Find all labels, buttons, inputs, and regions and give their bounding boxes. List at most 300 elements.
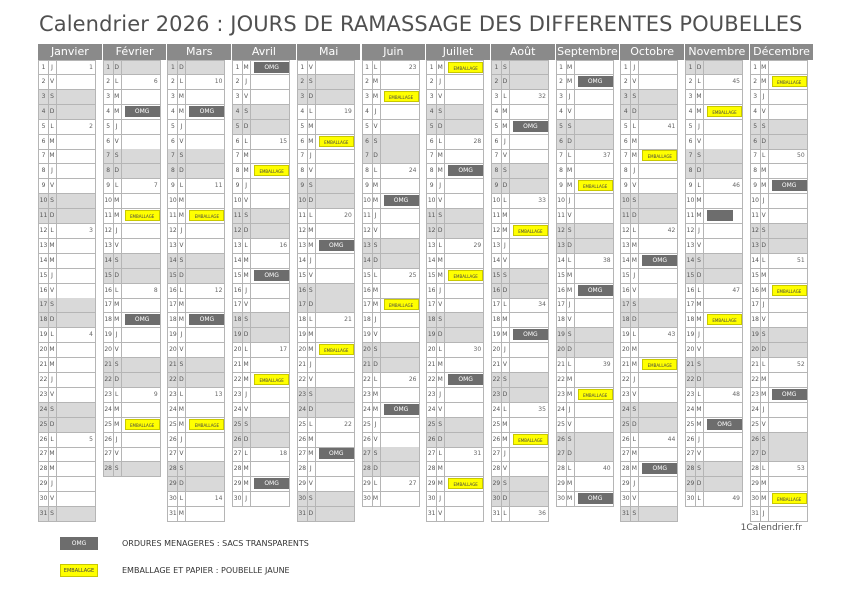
day-row — [103, 373, 161, 388]
day-row — [620, 477, 678, 492]
day-row — [685, 403, 743, 418]
day-number: 20 — [557, 343, 567, 357]
day-number: 17 — [751, 298, 761, 312]
weekday-letter: S — [307, 75, 316, 89]
day-row — [426, 254, 484, 269]
day-row — [426, 418, 484, 433]
weekday-letter: D — [760, 239, 769, 253]
weekday-letter: L — [695, 388, 704, 402]
weekday-letter: V — [48, 179, 57, 193]
day-number: 1 — [168, 61, 178, 75]
day-number: 31 — [751, 507, 761, 521]
weekday-letter: V — [436, 194, 445, 208]
day-number: 8 — [751, 164, 761, 178]
day-row — [103, 462, 161, 477]
day-row — [297, 75, 355, 90]
day-row — [556, 433, 614, 448]
weekday-letter: D — [48, 105, 57, 119]
day-row — [750, 358, 808, 373]
day-number: 14 — [104, 254, 114, 268]
day-number: 4 — [298, 105, 308, 119]
omg-badge: OMG — [319, 448, 354, 459]
weekday-letter: M — [307, 433, 316, 447]
day-row — [491, 224, 549, 239]
day-number: 27 — [557, 447, 567, 461]
day-row — [426, 373, 484, 388]
day-number: 1 — [39, 61, 49, 75]
weekday-letter: J — [695, 433, 704, 447]
weekday-letter: V — [113, 447, 122, 461]
day-row — [491, 343, 549, 358]
day-number: 5 — [298, 120, 308, 134]
day-number: 28 — [39, 462, 49, 476]
weekday-letter: M — [48, 462, 57, 476]
day-number: 22 — [168, 373, 178, 387]
day-row — [491, 120, 549, 135]
emballage-badge: EMBALLAGE — [254, 165, 289, 176]
day-number: 30 — [751, 492, 761, 506]
weekday-letter: S — [436, 209, 445, 223]
day-row — [750, 462, 808, 477]
day-row — [167, 194, 225, 209]
day-row — [38, 209, 96, 224]
holiday-marker — [707, 210, 733, 221]
day-row — [38, 313, 96, 328]
day-number: 26 — [492, 433, 502, 447]
day-number: 31 — [298, 507, 308, 521]
weekday-letter: J — [242, 492, 251, 506]
weekday-letter: L — [436, 239, 445, 253]
day-row — [620, 433, 678, 448]
day-row — [103, 388, 161, 403]
day-row — [750, 388, 808, 403]
weekday-letter: S — [113, 254, 122, 268]
weekday-letter: M — [501, 418, 510, 432]
day-row — [491, 358, 549, 373]
weekday-letter: J — [242, 75, 251, 89]
day-number: 21 — [168, 358, 178, 372]
day-row — [750, 433, 808, 448]
day-row — [620, 284, 678, 299]
weekday-letter: D — [113, 164, 122, 178]
weekday-letter: M — [177, 105, 186, 119]
day-row — [362, 388, 420, 403]
day-row — [750, 224, 808, 239]
day-number: 13 — [492, 239, 502, 253]
day-row — [232, 254, 290, 269]
weekday-letter: L — [307, 209, 316, 223]
weekday-letter: S — [760, 328, 769, 342]
weekday-letter: J — [566, 90, 575, 104]
day-row — [38, 120, 96, 135]
day-number: 20 — [39, 343, 49, 357]
day-row — [232, 462, 290, 477]
day-row — [620, 135, 678, 150]
day-row — [426, 284, 484, 299]
weekday-letter: D — [48, 209, 57, 223]
day-number: 6 — [104, 135, 114, 149]
day-number: 26 — [233, 433, 243, 447]
weekday-letter: D — [501, 388, 510, 402]
day-number: 30 — [621, 492, 631, 506]
day-row — [103, 403, 161, 418]
weekday-letter: V — [113, 343, 122, 357]
day-number: 16 — [298, 284, 308, 298]
weekday-letter: V — [372, 328, 381, 342]
weekday-letter: L — [113, 284, 122, 298]
day-row — [491, 403, 549, 418]
weekday-letter: V — [760, 418, 769, 432]
day-row — [685, 284, 743, 299]
omg-badge: OMG — [513, 121, 548, 132]
weekday-letter: S — [501, 164, 510, 178]
day-number: 19 — [168, 328, 178, 342]
weekday-letter: L — [501, 194, 510, 208]
day-number: 6 — [233, 135, 243, 149]
emballage-badge: EMBALLAGE — [578, 389, 613, 400]
day-number: 26 — [104, 433, 114, 447]
weekday-letter: M — [760, 61, 769, 75]
weekday-letter: M — [501, 433, 510, 447]
weekday-letter: S — [436, 313, 445, 327]
weekday-letter: V — [630, 179, 639, 193]
day-number: 6 — [621, 135, 631, 149]
day-row — [685, 75, 743, 90]
day-number: 19 — [492, 328, 502, 342]
day-number: 19 — [233, 328, 243, 342]
weekday-letter: L — [177, 75, 186, 89]
day-row — [750, 179, 808, 194]
day-number: 13 — [427, 239, 437, 253]
day-row — [103, 179, 161, 194]
day-number: 10 — [621, 194, 631, 208]
weekday-letter: V — [48, 75, 57, 89]
month-header: Janvier — [38, 44, 103, 60]
day-row — [556, 239, 614, 254]
day-row — [556, 179, 614, 194]
weekday-letter: M — [566, 388, 575, 402]
page-title: Calendrier 2026 : JOURS DE RAMASSAGE DES DIFFERENTES POUBELLES — [39, 12, 803, 36]
day-number: 27 — [168, 447, 178, 461]
day-number: 10 — [233, 194, 243, 208]
day-number: 18 — [233, 313, 243, 327]
weekday-letter: V — [630, 284, 639, 298]
day-number: 6 — [39, 135, 49, 149]
weekday-letter: V — [501, 358, 510, 372]
week-number: 26 — [408, 375, 417, 383]
day-row — [38, 90, 96, 105]
day-number: 8 — [427, 164, 437, 178]
weekday-letter: V — [695, 343, 704, 357]
day-number: 23 — [168, 388, 178, 402]
day-row — [426, 149, 484, 164]
day-number: 9 — [557, 179, 567, 193]
day-number: 30 — [686, 492, 696, 506]
weekday-letter: L — [48, 224, 57, 238]
day-row — [491, 149, 549, 164]
weekday-letter: V — [307, 373, 316, 387]
day-row — [620, 164, 678, 179]
weekday-letter: D — [566, 135, 575, 149]
day-number: 11 — [104, 209, 114, 223]
weekday-letter: L — [630, 433, 639, 447]
day-row — [426, 209, 484, 224]
day-row — [362, 179, 420, 194]
legend-omg-badge: OMG — [60, 537, 98, 550]
day-row — [38, 254, 96, 269]
day-number: 26 — [621, 433, 631, 447]
day-row — [491, 60, 549, 75]
day-number: 27 — [686, 447, 696, 461]
weekday-letter: V — [177, 135, 186, 149]
weekday-letter: J — [177, 224, 186, 238]
day-number: 13 — [298, 239, 308, 253]
weekday-letter: D — [177, 164, 186, 178]
day-row — [297, 90, 355, 105]
day-row — [297, 373, 355, 388]
day-number: 13 — [686, 239, 696, 253]
day-number: 15 — [363, 269, 373, 283]
day-number: 17 — [557, 298, 567, 312]
weekday-letter: M — [501, 120, 510, 134]
day-row — [103, 239, 161, 254]
weekday-letter: L — [760, 358, 769, 372]
day-number: 5 — [39, 120, 49, 134]
weekday-letter: L — [113, 388, 122, 402]
day-number: 29 — [363, 477, 373, 491]
day-number: 11 — [492, 209, 502, 223]
weekday-letter: L — [630, 328, 639, 342]
day-row — [103, 343, 161, 358]
weekday-letter: D — [372, 149, 381, 163]
day-row — [38, 403, 96, 418]
weekday-letter: M — [307, 328, 316, 342]
weekday-letter: M — [372, 492, 381, 506]
week-number: 1 — [89, 64, 93, 71]
week-number: 17 — [279, 346, 288, 354]
day-row — [556, 90, 614, 105]
day-number: 9 — [621, 179, 631, 193]
day-row — [620, 373, 678, 388]
day-row — [556, 313, 614, 328]
weekday-letter: S — [501, 373, 510, 387]
day-number: 25 — [427, 418, 437, 432]
weekday-letter: D — [177, 477, 186, 491]
week-number: 20 — [344, 212, 352, 219]
day-number: 11 — [621, 209, 631, 223]
omg-badge: OMG — [254, 62, 289, 73]
day-number: 24 — [363, 403, 373, 417]
day-row — [685, 433, 743, 448]
weekday-letter: D — [760, 447, 769, 461]
weekday-letter: V — [760, 313, 769, 327]
day-row — [103, 120, 161, 135]
day-number: 29 — [39, 477, 49, 491]
week-number: 7 — [153, 182, 158, 190]
week-number: 12 — [214, 286, 223, 294]
day-number: 10 — [427, 194, 437, 208]
omg-badge: OMG — [448, 374, 483, 385]
weekday-letter: D — [695, 373, 704, 387]
weekday-letter: V — [436, 90, 445, 104]
day-row — [232, 60, 290, 75]
day-number: 20 — [751, 343, 761, 357]
weekday-letter: V — [760, 105, 769, 119]
day-number: 22 — [751, 373, 761, 387]
day-number: 17 — [686, 298, 696, 312]
weekday-letter: J — [501, 135, 510, 149]
weekday-letter: M — [242, 477, 251, 491]
day-row — [362, 105, 420, 120]
day-number: 18 — [104, 313, 114, 327]
day-row — [297, 224, 355, 239]
month-header: Avril — [232, 44, 297, 60]
day-row — [103, 328, 161, 343]
day-row — [167, 298, 225, 313]
weekday-letter: M — [760, 269, 769, 283]
omg-badge: OMG — [642, 255, 677, 266]
day-number: 22 — [686, 373, 696, 387]
weekday-letter: J — [307, 254, 316, 268]
legend-emballage-badge: EMBALLAGE — [60, 564, 98, 577]
day-row — [232, 447, 290, 462]
day-number: 18 — [363, 313, 373, 327]
weekday-letter: J — [630, 477, 639, 491]
day-number: 8 — [557, 164, 567, 178]
day-number: 3 — [104, 90, 114, 104]
weekday-letter: D — [307, 507, 316, 521]
weekday-letter: M — [436, 477, 445, 491]
day-row — [167, 164, 225, 179]
weekday-letter: V — [566, 313, 575, 327]
weekday-letter: J — [372, 418, 381, 432]
weekday-letter: M — [307, 120, 316, 134]
day-row — [167, 433, 225, 448]
day-number: 1 — [427, 61, 437, 75]
day-row — [750, 298, 808, 313]
weekday-letter: J — [242, 388, 251, 402]
weekday-letter: V — [242, 298, 251, 312]
day-row — [362, 403, 420, 418]
weekday-letter: M — [372, 388, 381, 402]
day-row — [426, 507, 484, 522]
week-number: 50 — [797, 152, 805, 160]
weekday-letter: S — [566, 328, 575, 342]
day-number: 3 — [233, 90, 243, 104]
day-row — [362, 164, 420, 179]
weekday-letter: M — [630, 239, 639, 253]
weekday-letter: D — [307, 298, 316, 312]
day-row — [750, 120, 808, 135]
emballage-badge: EMBALLAGE — [125, 419, 160, 430]
weekday-letter: M — [436, 164, 445, 178]
day-row — [362, 373, 420, 388]
weekday-letter: D — [695, 269, 704, 283]
weekday-letter: J — [372, 105, 381, 119]
weekday-letter: M — [48, 343, 57, 357]
day-row — [232, 433, 290, 448]
day-number: 24 — [233, 403, 243, 417]
day-number: 14 — [363, 254, 373, 268]
weekday-letter: L — [113, 179, 122, 193]
weekday-letter: M — [242, 358, 251, 372]
day-number: 16 — [233, 284, 243, 298]
weekday-letter: L — [501, 507, 510, 521]
emballage-badge: EMBALLAGE — [772, 285, 807, 296]
day-row — [362, 418, 420, 433]
weekday-letter: D — [436, 120, 445, 134]
day-row — [620, 358, 678, 373]
month-header: Mai — [297, 44, 362, 60]
omg-badge: OMG — [772, 389, 807, 400]
day-row — [232, 179, 290, 194]
weekday-letter: L — [307, 313, 316, 327]
weekday-letter: L — [48, 120, 57, 134]
day-number: 21 — [363, 358, 373, 372]
day-row — [491, 135, 549, 150]
day-row — [750, 105, 808, 120]
day-row — [38, 418, 96, 433]
day-row — [232, 209, 290, 224]
day-number: 14 — [39, 254, 49, 268]
weekday-letter: V — [501, 149, 510, 163]
day-number: 13 — [557, 239, 567, 253]
day-row — [103, 224, 161, 239]
day-number: 2 — [621, 75, 631, 89]
month-header: Juin — [362, 44, 427, 60]
day-number: 7 — [686, 149, 696, 163]
day-number: 4 — [168, 105, 178, 119]
day-number: 29 — [492, 477, 502, 491]
week-number: 25 — [408, 271, 417, 279]
day-number: 9 — [168, 179, 178, 193]
day-row — [426, 433, 484, 448]
weekday-letter: V — [695, 239, 704, 253]
weekday-letter: M — [501, 224, 510, 238]
weekday-letter: J — [630, 61, 639, 75]
day-number: 18 — [427, 313, 437, 327]
day-number: 12 — [621, 224, 631, 238]
weekday-letter: M — [177, 418, 186, 432]
weekday-letter: M — [372, 90, 381, 104]
day-number: 24 — [621, 403, 631, 417]
day-number: 5 — [427, 120, 437, 134]
day-number: 17 — [104, 298, 114, 312]
weekday-letter: V — [113, 135, 122, 149]
day-number: 29 — [557, 477, 567, 491]
weekday-letter: S — [177, 149, 186, 163]
weekday-letter: L — [48, 433, 57, 447]
day-number: 19 — [686, 328, 696, 342]
emballage-badge: EMBALLAGE — [384, 91, 419, 102]
day-row — [167, 149, 225, 164]
weekday-letter: S — [307, 388, 316, 402]
weekday-letter: M — [630, 343, 639, 357]
day-row — [491, 462, 549, 477]
day-number: 10 — [557, 194, 567, 208]
day-row — [426, 164, 484, 179]
week-number: 47 — [732, 286, 740, 294]
weekday-letter: M — [695, 90, 704, 104]
day-number: 6 — [168, 135, 178, 149]
weekday-letter: V — [242, 194, 251, 208]
day-number: 9 — [686, 179, 696, 193]
day-number: 27 — [39, 447, 49, 461]
day-number: 20 — [363, 343, 373, 357]
weekday-letter: V — [372, 224, 381, 238]
weekday-letter: V — [177, 447, 186, 461]
weekday-letter: J — [630, 164, 639, 178]
